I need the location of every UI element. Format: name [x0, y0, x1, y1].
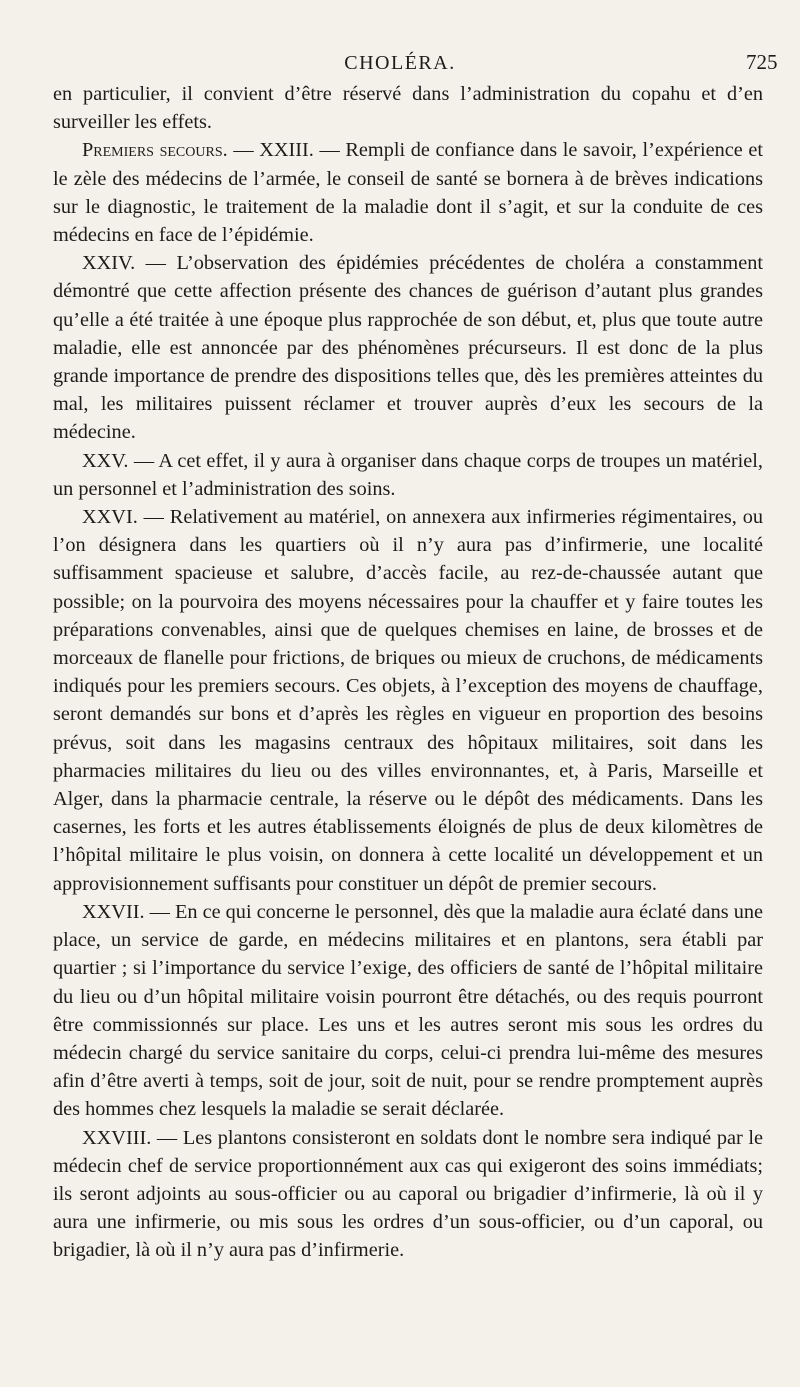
paragraph-xxv	[53, 447, 763, 503]
paragraph-text: en particulier, il convient d’être réservé dans l’administration du copahu et d’en surveiller les effets.	[53, 83, 763, 134]
paragraph-text: — XXIII. — Rempli de confiance dans le savoir, l’expérience et le zèle des médecins de l’armée, le conseil de santé se bornera à de brèves indications sur le diagnostic, le traitement de la maladie dont il s’agit, et sur la conduite de ces médecins en face de l’épidémie.	[53, 139, 763, 247]
running-title: CHOLÉRA.	[344, 52, 456, 74]
paragraph-xxvii	[53, 898, 763, 1124]
paragraph-text: XXVII. — En ce qui concerne le personnel, dès que la maladie aura éclaté dans une place, un service de garde, en médecins militaires et en plantons, sera établi par quartier ; si l’importance du service l’exige, des officiers de santé de l’hôpital militaire du lieu ou d’un hôpital militaire voisin pourront être détachés, ou des requis pourront être commissionnés sur place. Les uns et les autres seront mis sous les ordres du médecin chargé du service sanitaire du corps, celui-ci prendra lui-même des mesures afin d’être averti à temps, soit de jour, soit de nuit, pour se rendre promptement auprès des hommes chez lesquels la maladie se serait déclarée.	[53, 900, 763, 1121]
paragraph-continuation	[53, 80, 763, 136]
paragraph-text: XXV. — A cet effet, il y aura à organiser dans chaque corps de troupes un matériel, un personnel et l’administration des soins.	[53, 449, 763, 500]
page-number: 725	[746, 50, 778, 74]
section-heading: Premiers secours.	[82, 139, 228, 162]
paragraph-text: XXVIII. — Les plantons consisteront en soldats dont le nombre sera indiqué par le médecin chef de service proportionnément aux cas qui exigeront des soins immédiats; ils seront adjoints au sous-officier ou au caporal ou brigadier d’infirmerie, là où il y aura une infirmerie, ou mis sous les ordres d’un sous-officier, ou d’un caporal, ou brigadier, là où il n’y aura pas d’infirmerie.	[53, 1126, 763, 1262]
paragraph-text: XXVI. — Relativement au matériel, on annexera aux infirmeries régimentaires, ou l’on désignera dans les quartiers où il n’y aura pas d’infirmerie, une localité suffisamment spacieuse et salubre, d’accès facile, au rez-de-chaussée autant que possible; on la pourvoira des moyens nécessaires pour la chauffer et y faire toutes les préparations convenables, ainsi que de quelques chemises en laine, de brosses et de morceaux de flanelle pour frictions, de briques ou mieux de cruchons, de médicaments indiqués pour les premiers secours. Ces objets, à l’exception des moyens de chauffage, seront demandés sur bons et d’après les règles en vigueur en proportion des besoins prévus, soit dans les magasins centraux des hôpitaux militaires, soit dans les pharmacies militaires du lieu ou des villes environnantes, et, à Paris, Marseille et Alger, dans la pharmacie centrale, la réserve ou le dépôt des médicaments. Dans les casernes, les forts et les autres établissements éloignés de plus de deux kilomètres de l’hôpital militaire le plus voisin, on donnera à cette localité un développement et un approvisionnement suffisants pour constituer un dépôt de premier secours.	[53, 506, 763, 895]
running-head	[0, 50, 800, 80]
paragraph-premiers-secours	[53, 136, 763, 249]
body-text	[53, 80, 763, 1265]
paragraph-text: XXIV. — L’observation des épidémies précédentes de choléra a constamment démontré que cette affection présente des chances de guérison d’autant plus grandes qu’elle a été traitée à une époque plus rapprochée de son début, et, plus que toute autre maladie, elle est annoncée par des phénomènes précurseurs. Il est donc de la plus grande importance de prendre des dispositions telles que, dès les premières atteintes du mal, les militaires puissent réclamer et trouver auprès d’eux les secours de la médecine.	[53, 252, 763, 444]
paragraph-xxvi	[53, 503, 763, 898]
paragraph-xxviii	[53, 1124, 763, 1265]
paragraph-xxiv	[53, 249, 763, 446]
